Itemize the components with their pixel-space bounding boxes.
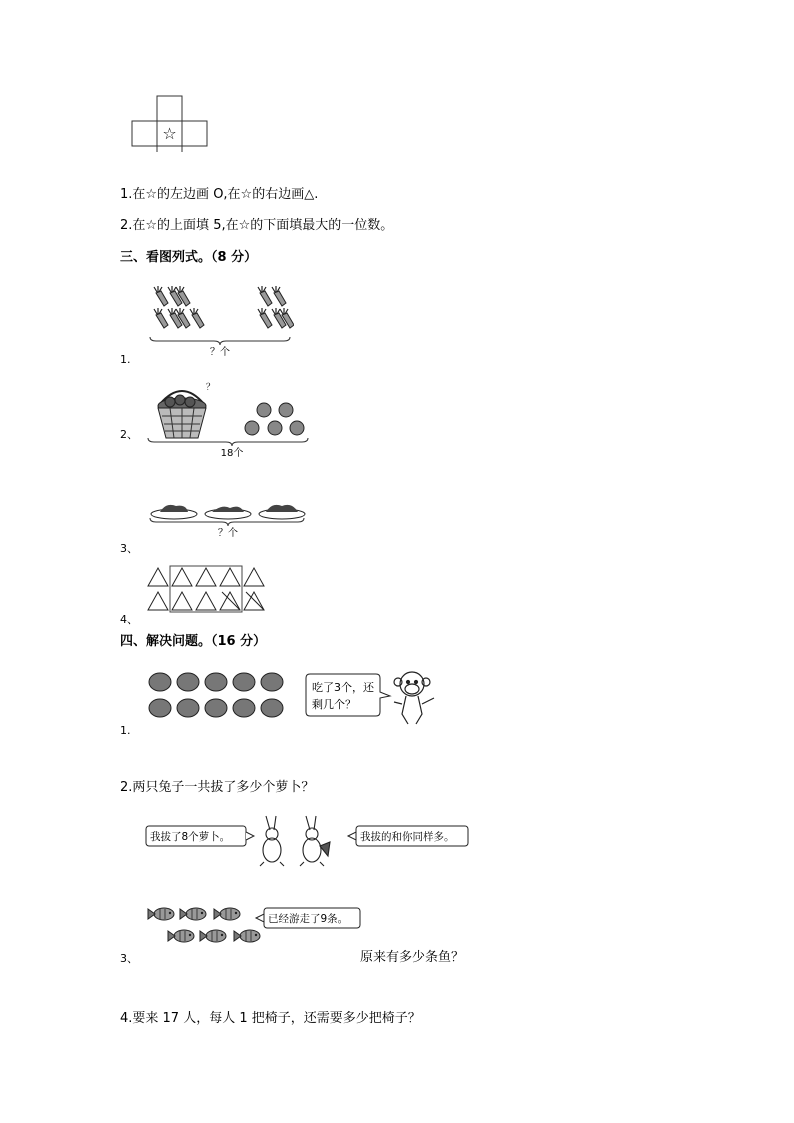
star-icon: ☆ [162,124,177,143]
triangles-figure [144,564,268,614]
question-4-3: 原来有多少条鱼？ [360,950,465,965]
item-4-1-label: 1. [120,724,131,737]
unknown-mark: ？ [206,383,216,393]
question-4-4: 4.要来 17 人，每人 1 把椅子，还需要多少把椅子？ [120,1011,421,1026]
section-3-title: 三、看图列式。（8 分） [120,250,258,265]
plate-icon [151,505,305,519]
question-2-1: 1.在☆的左边画 O,在☆的右边画△. [120,187,319,202]
plates-figure [148,492,308,542]
orange-icon [245,403,304,435]
item-3-3-label: 3、 [120,542,138,555]
fish-figure [146,902,366,948]
question-4-2: 2.两只兔子一共拔了多少个萝卜？ [120,780,315,795]
speech-line-1: 吃了3个，还 [312,681,374,694]
speech-left: 我拔了8个萝卜。 [150,831,231,843]
item-3-1-label: 1. [120,353,131,366]
brace-label: 18个 [220,448,244,459]
rabbit-icon [260,816,284,866]
section-4-title: 四、解决问题。（16 分） [120,634,267,649]
speech-line-2: 剩几个？ [312,698,356,711]
fish-icon [148,908,260,942]
item-3-2-label: 2、 [120,428,138,441]
speech-right: 我拔的和你同样多。 [360,831,455,843]
rabbits-figure [142,812,472,870]
basket-icon [158,391,206,438]
rabbit-icon [300,816,330,866]
brace-label: ？个 [218,528,238,539]
apples-monkey-figure [144,662,444,732]
brace-label: ？个 [210,347,230,358]
carrot-icon [154,286,294,328]
group-box [170,566,242,612]
carrots-figure [148,283,294,359]
basket-oranges-figure [140,380,310,462]
cube-net-figure [128,94,214,152]
triangle-icon [148,568,264,610]
item-3-4-label: 4、 [120,613,138,626]
question-2-2: 2.在☆的上面填 5,在☆的下面填最大的一位数。 [120,218,394,233]
apple-icon [149,673,283,717]
monkey-icon [394,672,434,724]
speech-fish: 已经游走了9条。 [268,913,349,925]
item-4-3-label: 3、 [120,952,138,965]
